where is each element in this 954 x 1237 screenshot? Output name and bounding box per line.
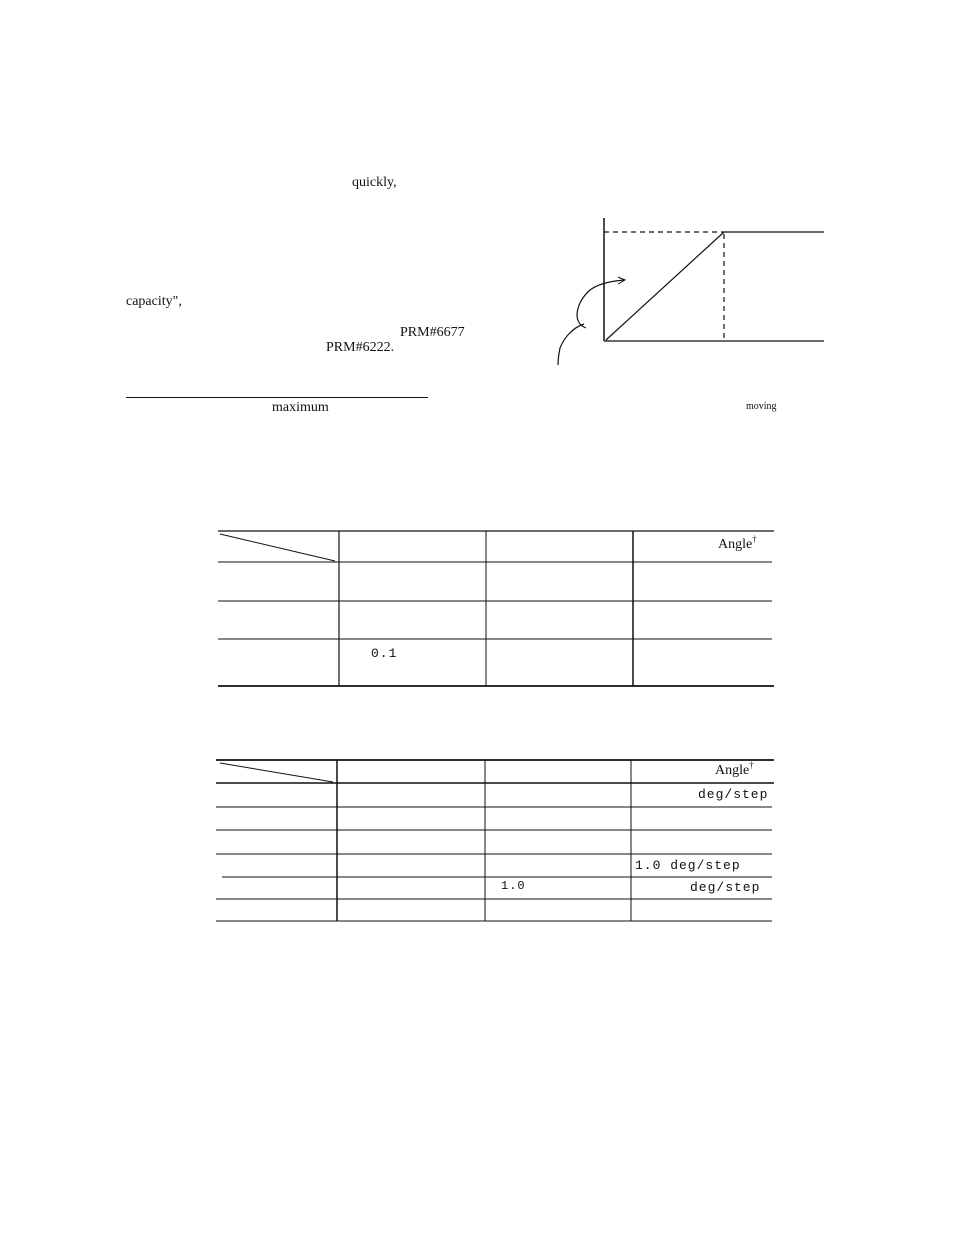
text-moving: moving	[746, 401, 777, 412]
table-2	[214, 758, 776, 923]
table-2-header-angle: Angle†	[715, 760, 754, 778]
table-1	[216, 530, 776, 688]
text-prm-6222: PRM#6222.	[326, 340, 395, 355]
table-2-row-5-value: 1.0	[501, 879, 526, 893]
text-capacity: capacity",	[126, 294, 182, 309]
table-2-row-1-angle: deg/step	[698, 787, 769, 802]
table-2-row-5-angle: deg/step	[690, 880, 761, 895]
ramp-diagram	[550, 210, 830, 370]
text-prm-6677: PRM#6677	[400, 325, 465, 340]
footnote-rule	[126, 397, 428, 398]
table-1-header-angle: Angle†	[718, 534, 757, 552]
table-1-value-0-1: 0.1	[371, 646, 398, 661]
table-2-row-4-angle: 1.0 deg/step	[635, 858, 741, 873]
text-quickly: quickly,	[352, 175, 397, 190]
text-maximum: maximum	[272, 400, 329, 415]
